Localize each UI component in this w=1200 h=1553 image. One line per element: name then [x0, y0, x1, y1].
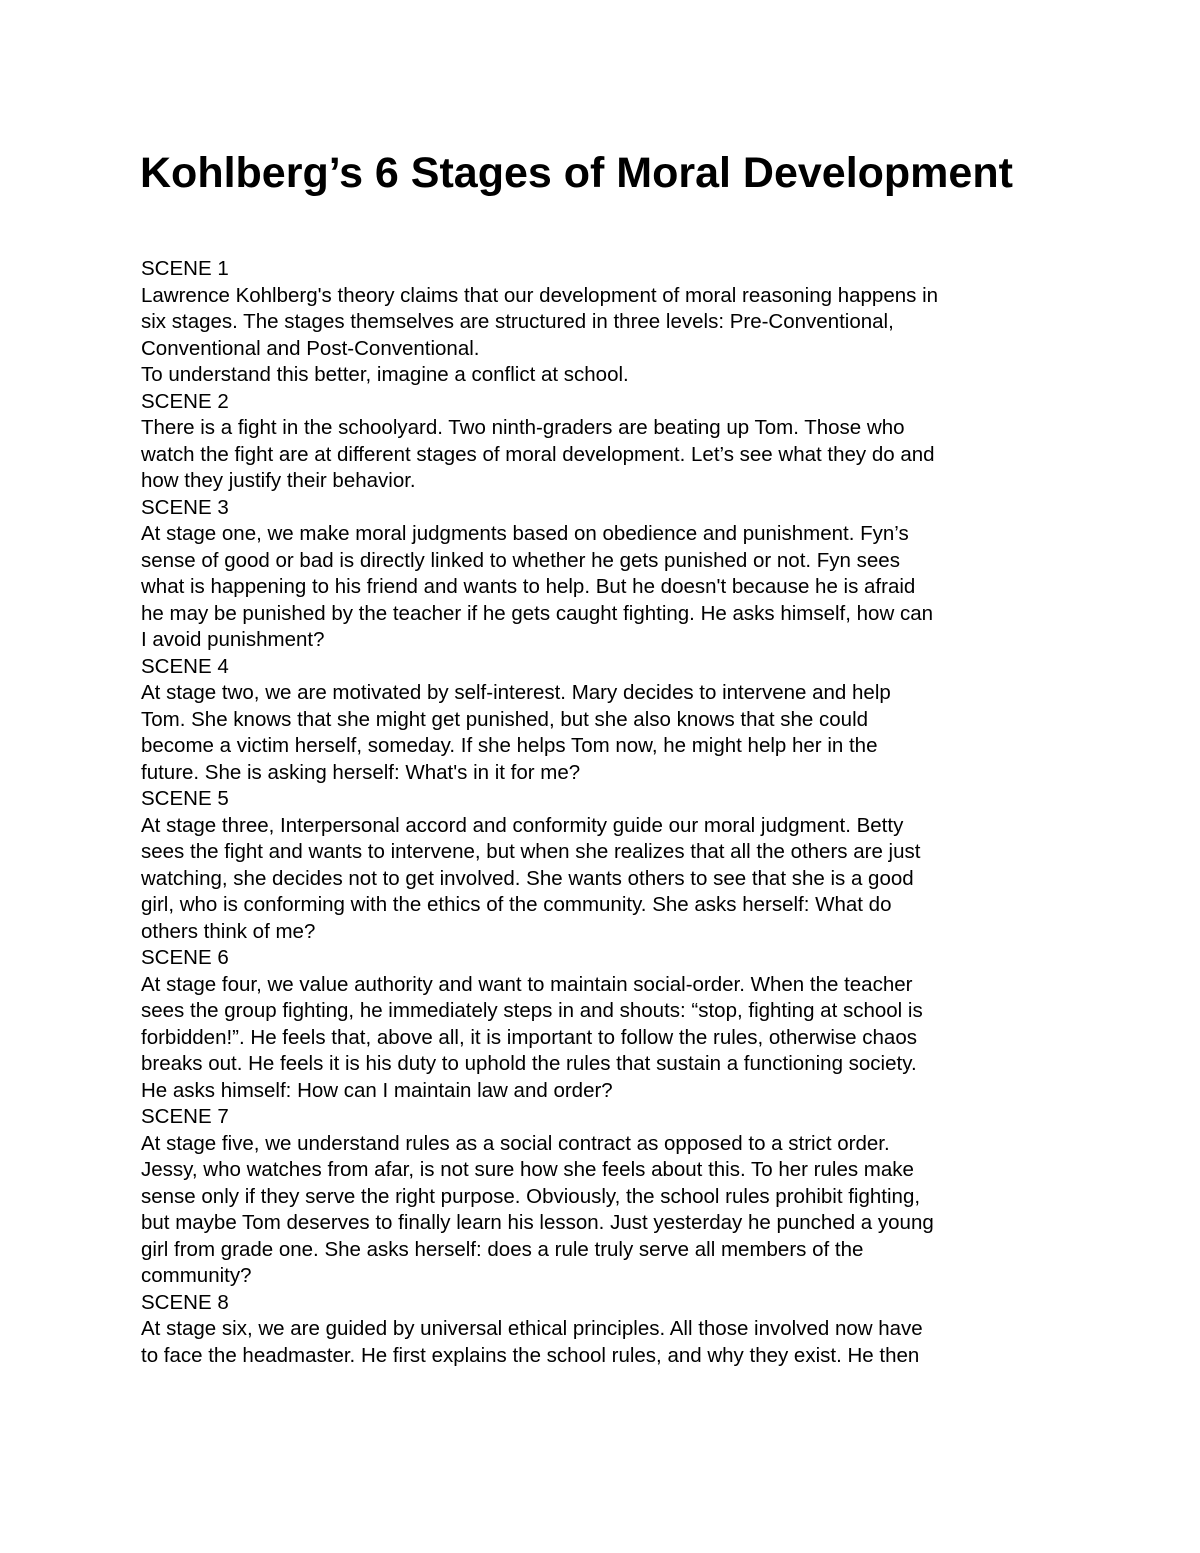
scene-heading: SCENE 6: [141, 946, 229, 969]
body-line: At stage six, we are guided by universal ethical principles. All those involved now have: [141, 1317, 923, 1340]
body-line: what is happening to his friend and wants to help. But he doesn't because he is afraid: [141, 575, 916, 598]
body-line: At stage five, we understand rules as a social contract as opposed to a strict order.: [141, 1131, 890, 1155]
body-line: At stage one, we make moral judgments based on obedience and punishment. Fyn’s: [141, 522, 909, 545]
body-line: others think of me?: [141, 919, 316, 943]
body-line: future. She is asking herself: What's in it for me?: [141, 760, 581, 784]
body-line: There is a fight in the schoolyard. Two ninth-graders are beating up Tom. Those who: [141, 416, 905, 439]
body-line: become a victim herself, someday. If she helps Tom now, he might help her in the: [141, 734, 878, 757]
scene-heading: SCENE 5: [141, 787, 229, 810]
scene-heading: SCENE 8: [141, 1290, 229, 1314]
body-line: sense only if they serve the right purpose. Obviously, the school rules prohibit fighting,: [141, 1184, 921, 1208]
body-line: but maybe Tom deserves to finally learn his lesson. Just yesterday he punched a young: [141, 1211, 934, 1234]
body-line: Lawrence Kohlberg's theory claims that our development of moral reasoning happens in: [141, 283, 939, 307]
body-line: to face the headmaster. He first explains the school rules, and why they exist. He then: [141, 1343, 920, 1367]
body-line: He asks himself: How can I maintain law and order?: [141, 1078, 613, 1102]
body-line: Tom. She knows that she might get punished, but she also knows that she could: [141, 707, 869, 731]
document-title: Kohlberg’s 6 Stages of Moral Development: [140, 149, 1013, 197]
scene-heading: SCENE 2: [141, 389, 229, 413]
body-line: six stages. The stages themselves are structured in three levels: Pre-Conventional,: [141, 310, 894, 333]
body-line: To understand this better, imagine a conflict at school.: [141, 363, 629, 386]
body-line: I avoid punishment?: [141, 628, 325, 651]
body-line: sense of good or bad is directly linked to whether he gets punished or not. Fyn sees: [141, 548, 900, 572]
body-line: Conventional and Post-Conventional.: [141, 336, 480, 360]
body-line: Jessy, who watches from afar, is not sure how she feels about this. To her rules make: [141, 1158, 914, 1181]
body-line: At stage two, we are motivated by self-interest. Mary decides to intervene and help: [141, 681, 891, 704]
body-line: breaks out. He feels it is his duty to uphold the rules that sustain a functioning society.: [141, 1052, 917, 1075]
body-line: forbidden!”. He feels that, above all, it is important to follow the rules, otherwise chaos: [141, 1025, 917, 1049]
body-line: how they justify their behavior.: [141, 469, 416, 492]
scene-heading: SCENE 3: [141, 495, 229, 519]
body-line: watch the fight are at different stages of moral development. Let’s see what they do and: [141, 442, 935, 466]
body-line: he may be punished by the teacher if he gets caught fighting. He asks himself, how can: [141, 601, 933, 625]
body-line: At stage four, we value authority and want to maintain social-order. When the teacher: [141, 972, 913, 996]
document-body: [141, 256, 1071, 1369]
body-line: sees the fight and wants to intervene, but when she realizes that all the others are just: [141, 840, 921, 863]
scene-heading: SCENE 4: [141, 654, 229, 678]
scene-heading: SCENE 1: [141, 257, 229, 280]
body-line: girl, who is conforming with the ethics of the community. She asks herself: What do: [141, 893, 892, 916]
scene-heading: SCENE 7: [141, 1105, 229, 1128]
body-line: sees the group fighting, he immediately steps in and shouts: “stop, fighting at school is: [141, 999, 923, 1022]
body-line: community?: [141, 1264, 252, 1287]
body-line: watching, she decides not to get involved. She wants others to see that she is a good: [141, 866, 914, 890]
body-line: girl from grade one. She asks herself: does a rule truly serve all members of the: [141, 1237, 864, 1261]
body-line: At stage three, Interpersonal accord and conformity guide our moral judgment. Betty: [141, 813, 904, 837]
